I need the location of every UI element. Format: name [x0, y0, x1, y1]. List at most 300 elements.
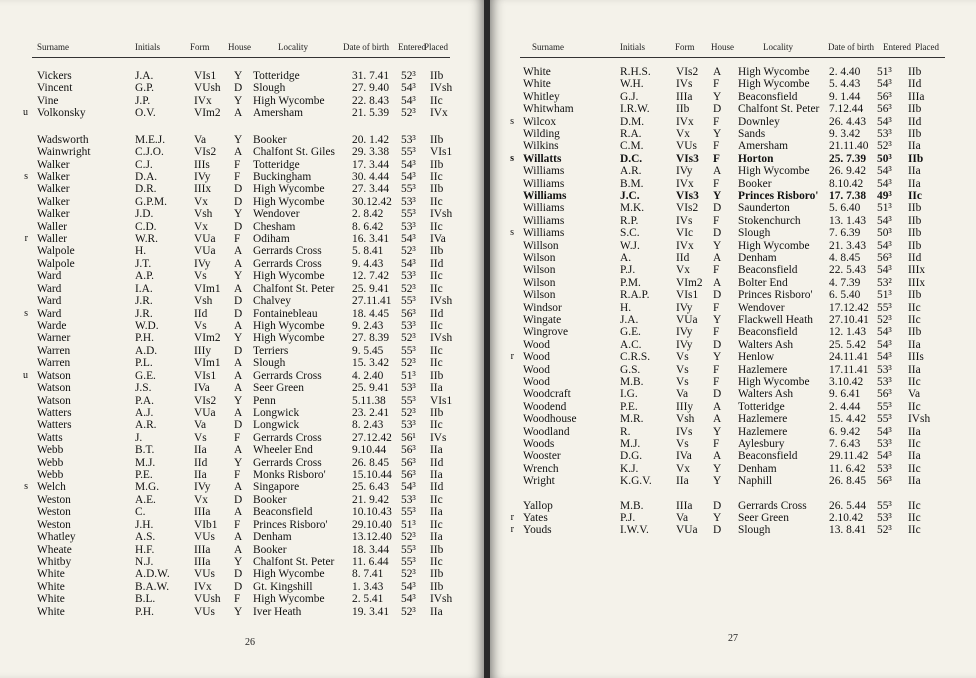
locality-cell: Slough: [253, 357, 286, 370]
placed-cell: IId: [430, 307, 444, 320]
table-row: [0, 183, 480, 195]
locality-cell: Booker: [253, 493, 287, 506]
initials-cell: R.P.: [620, 214, 639, 227]
locality-cell: High Wycombe: [253, 270, 325, 283]
house-cell: D: [713, 289, 722, 302]
form-cell: IVx: [676, 115, 694, 128]
placed-cell: IIc: [430, 94, 443, 107]
initials-cell: C.: [135, 506, 146, 519]
locality-cell: Amersham: [738, 140, 788, 153]
placed-cell: IIb: [430, 133, 444, 146]
house-cell: D: [713, 227, 722, 240]
house-cell: Y: [234, 133, 243, 146]
initials-cell: J.T.: [135, 257, 152, 270]
form-cell: Vx: [676, 128, 690, 140]
table-row: [490, 524, 970, 536]
prefix-cell: r: [510, 524, 514, 536]
locality-cell: Iver Heath: [253, 605, 302, 618]
locality-cell: Chalfont St. Giles: [253, 146, 335, 159]
initials-cell: D.A.: [135, 170, 158, 183]
header-rule: [520, 57, 945, 58]
table-row: [490, 376, 970, 388]
dob-cell: 18. 3.44: [352, 543, 390, 556]
surname-cell: Waller: [37, 233, 68, 246]
dob-cell: 26. 8.45: [352, 456, 390, 469]
dob-cell: 8. 6.42: [352, 220, 384, 233]
initials-cell: P.H.: [135, 605, 154, 618]
initials-cell: M.B.: [620, 499, 644, 512]
dob-cell: 27.12.42: [352, 431, 392, 444]
placed-cell: IIa: [908, 363, 921, 376]
placed-cell: IIc: [908, 400, 921, 413]
table-row: [490, 475, 970, 487]
entered-cell: 54³: [877, 450, 892, 463]
entered-cell: 53³: [401, 133, 416, 146]
table-row: [0, 233, 480, 245]
dob-cell: 21.11.40: [829, 140, 869, 153]
form-cell: VUs: [194, 568, 215, 581]
locality-cell: Denham: [738, 462, 777, 475]
entered-cell: 51³: [877, 66, 892, 78]
initials-cell: J.C.: [620, 190, 640, 202]
form-cell: VIs2: [194, 394, 217, 407]
locality-cell: Princes Risboro': [738, 190, 819, 202]
placed-cell: IIc: [430, 419, 443, 432]
surname-cell: Woodcraft: [523, 388, 571, 401]
surname-cell: Walker: [37, 208, 70, 221]
table-row: [0, 308, 480, 320]
table-row: [490, 178, 970, 190]
form-cell: VIs1: [194, 369, 217, 382]
table-row: [0, 531, 480, 543]
entered-cell: 56³: [877, 90, 892, 103]
entered-cell: 51³: [401, 518, 416, 531]
locality-cell: Walters Ash: [738, 338, 794, 351]
initials-cell: G.E.: [620, 326, 641, 339]
prefix-cell: s: [510, 152, 514, 164]
locality-cell: Beaconsfield: [738, 326, 798, 339]
placed-cell: IIa: [430, 531, 443, 544]
locality-cell: Henlow: [738, 351, 775, 364]
surname-cell: Ward: [37, 295, 62, 308]
initials-cell: B.M.: [620, 177, 644, 190]
surname-cell: Wood: [523, 338, 550, 351]
table-row: [490, 463, 970, 475]
placed-cell: IIb: [908, 227, 922, 240]
table-row: [490, 438, 970, 450]
surname-cell: Wilding: [523, 128, 560, 140]
locality-cell: Wendover: [253, 208, 300, 221]
entered-cell: 54³: [877, 425, 892, 438]
prefix-cell: s: [510, 115, 514, 127]
locality-cell: Seer Green: [738, 512, 789, 524]
initials-cell: B.T.: [135, 444, 155, 457]
locality-cell: High Wycombe: [253, 568, 325, 581]
table-row: [490, 401, 970, 413]
dob-cell: 10.10.43: [352, 506, 392, 519]
locality-cell: Princes Risboro': [738, 289, 813, 302]
house-cell: Y: [713, 425, 722, 438]
locality-cell: Wendover: [738, 301, 785, 314]
table-row: [490, 302, 970, 314]
initials-cell: J.A.: [620, 314, 639, 326]
table-row: [490, 512, 970, 524]
initials-cell: J.P.: [135, 94, 151, 107]
table-row: [490, 314, 970, 326]
initials-cell: C.J.: [135, 158, 153, 171]
surname-cell: Watts: [37, 431, 63, 444]
placed-cell: IIc: [430, 319, 443, 332]
entered-cell: 53³: [401, 270, 416, 283]
dob-cell: 8. 7.41: [352, 568, 384, 581]
locality-cell: Sands: [738, 128, 766, 140]
dob-cell: 29.10.40: [352, 518, 392, 531]
surname-cell: Wright: [523, 475, 555, 488]
house-cell: F: [234, 593, 241, 606]
column-header: Date of birth: [343, 42, 389, 52]
surname-cell: Watters: [37, 419, 72, 432]
locality-cell: Hazlemere: [738, 413, 788, 426]
surname-cell: Yallop: [523, 499, 553, 512]
dob-cell: 13. 8.41: [829, 524, 867, 537]
form-cell: Vs: [194, 319, 207, 332]
entered-cell: 54³: [877, 264, 892, 277]
house-cell: Y: [713, 512, 722, 524]
table-row: [0, 469, 480, 481]
initials-cell: I.W.V.: [620, 524, 649, 537]
placed-cell: IIa: [430, 506, 443, 519]
dob-cell: 22. 8.43: [352, 94, 390, 107]
form-cell: VIs3: [676, 152, 699, 165]
locality-cell: Longwick: [253, 406, 300, 419]
entered-cell: 55³: [401, 394, 416, 407]
locality-cell: Hazlemere: [738, 425, 788, 438]
placed-cell: IIa: [908, 450, 921, 463]
locality-cell: Chalfont St. Peter: [253, 555, 335, 568]
page-number-right: 27: [728, 633, 738, 644]
table-row: [0, 357, 480, 369]
initials-cell: H.: [135, 245, 147, 258]
initials-cell: D.G.: [620, 450, 643, 463]
locality-cell: Odiham: [253, 233, 290, 246]
surname-cell: Woods: [523, 438, 555, 450]
locality-cell: High Wycombe: [253, 332, 325, 345]
entered-cell: 50³: [877, 152, 892, 165]
initials-cell: H.: [620, 301, 632, 314]
entered-cell: 54³: [401, 82, 416, 95]
entered-cell: 55³: [877, 499, 892, 512]
locality-cell: Downley: [738, 115, 780, 128]
table-row: [0, 345, 480, 357]
entered-cell: 52³: [401, 568, 416, 581]
form-cell: VUs: [676, 140, 697, 153]
locality-cell: High Wycombe: [738, 66, 810, 78]
placed-cell: IIc: [430, 220, 443, 233]
column-header: Locality: [763, 42, 793, 52]
locality-cell: Terriers: [253, 344, 289, 357]
initials-cell: I.R.W.: [620, 103, 650, 116]
column-header: House: [228, 42, 251, 52]
house-cell: D: [234, 195, 243, 208]
table-row: [0, 320, 480, 332]
initials-cell: P.H.: [135, 332, 154, 345]
dob-cell: 8. 2.43: [352, 419, 384, 432]
placed-cell: IIc: [430, 170, 443, 183]
form-cell: IIa: [676, 475, 689, 488]
dob-cell: 1. 3.43: [352, 580, 384, 593]
initials-cell: B.L.: [135, 593, 156, 606]
placed-cell: IIb: [430, 369, 444, 382]
entered-cell: 56³: [877, 475, 892, 488]
surname-cell: Whitby: [37, 555, 72, 568]
placed-cell: IIa: [908, 140, 921, 153]
house-cell: F: [234, 170, 241, 183]
placed-cell: IIb: [430, 580, 444, 593]
entered-cell: 51³: [877, 289, 892, 302]
form-cell: Va: [676, 388, 689, 401]
prefix-cell: r: [510, 351, 514, 363]
form-cell: VUsh: [194, 82, 221, 95]
locality-cell: Monks Risboro': [253, 469, 326, 482]
placed-cell: IIc: [430, 518, 443, 531]
house-cell: A: [234, 319, 243, 332]
surname-cell: Wilcox: [523, 115, 557, 128]
dob-cell: 6. 9.42: [829, 425, 861, 438]
dob-cell: 12. 7.42: [352, 270, 390, 283]
placed-cell: IIb: [430, 543, 444, 556]
table-row: [0, 581, 480, 593]
initials-cell: G.S.: [620, 363, 641, 376]
initials-cell: G.P.: [135, 82, 154, 95]
form-cell: IIa: [194, 444, 207, 457]
house-cell: Y: [234, 394, 243, 407]
locality-cell: High Wycombe: [253, 183, 325, 196]
initials-cell: J.S.: [135, 382, 152, 395]
form-cell: VIs3: [676, 190, 699, 202]
initials-cell: N.J.: [135, 555, 154, 568]
locality-cell: Denham: [738, 252, 777, 264]
surname-cell: Vickers: [37, 70, 72, 82]
house-cell: Y: [234, 208, 243, 221]
placed-cell: IIc: [908, 512, 921, 524]
form-cell: Vs: [676, 363, 689, 376]
form-cell: IVy: [676, 326, 693, 339]
entered-cell: 54³: [401, 593, 416, 606]
placed-cell: IVsh: [430, 295, 453, 308]
initials-cell: P.J.: [620, 264, 636, 277]
placed-cell: IIc: [430, 282, 443, 295]
placed-cell: IIb: [908, 289, 922, 302]
table-row: [0, 270, 480, 282]
table-row: [0, 395, 480, 407]
table-row: [490, 91, 970, 103]
initials-cell: J.R.: [135, 295, 153, 308]
surname-cell: Williams: [523, 165, 565, 178]
initials-cell: A.S.: [135, 531, 156, 544]
surname-cell: Volkonsky: [37, 107, 86, 120]
dob-cell: 20. 1.42: [352, 133, 390, 146]
initials-cell: J.R.: [135, 307, 153, 320]
table-row: [490, 128, 970, 140]
initials-cell: G.P.M.: [135, 195, 167, 208]
entered-cell: 54³: [401, 94, 416, 107]
initials-cell: W.J.: [620, 239, 640, 252]
entered-cell: 54³: [877, 338, 892, 351]
form-cell: IIIa: [194, 506, 211, 519]
locality-cell: Chalfont St. Peter: [253, 282, 335, 295]
form-cell: Vs: [676, 438, 689, 450]
form-cell: Vs: [194, 431, 207, 444]
house-cell: F: [234, 233, 241, 246]
table-row: [490, 66, 970, 78]
surname-cell: Walpole: [37, 257, 75, 270]
placed-cell: IIb: [908, 66, 922, 78]
house-cell: F: [713, 152, 720, 165]
locality-cell: Aylesbury: [738, 438, 785, 450]
surname-cell: Webb: [37, 444, 64, 457]
locality-cell: High Wycombe: [253, 94, 325, 107]
locality-cell: Gt. Kingshill: [253, 580, 313, 593]
locality-cell: High Wycombe: [253, 195, 325, 208]
initials-cell: A.: [620, 252, 632, 264]
house-cell: A: [234, 146, 243, 159]
surname-cell: White: [37, 580, 65, 593]
table-row: [490, 116, 970, 128]
house-cell: A: [234, 245, 243, 258]
placed-cell: IIIa: [908, 90, 925, 103]
entered-cell: 53³: [877, 376, 892, 388]
placed-cell: IIc: [908, 462, 921, 475]
placed-cell: IIb: [430, 568, 444, 581]
surname-cell: Woodend: [523, 400, 567, 413]
dob-cell: 12. 1.43: [829, 326, 867, 339]
form-cell: VIs2: [194, 146, 217, 159]
form-cell: Vsh: [194, 208, 213, 221]
entered-cell: 54³: [401, 233, 416, 246]
initials-cell: P.M.: [620, 276, 641, 289]
placed-cell: IIa: [908, 475, 921, 488]
dob-cell: 26. 5.44: [829, 499, 867, 512]
initials-cell: W.D.: [135, 319, 159, 332]
surname-cell: Weston: [37, 518, 71, 531]
table-row: [490, 103, 970, 115]
house-cell: A: [234, 506, 243, 519]
house-cell: D: [234, 580, 243, 593]
entered-cell: 55³: [401, 208, 416, 221]
entered-cell: 54³: [401, 580, 416, 593]
house-cell: Y: [234, 332, 243, 345]
placed-cell: IIb: [430, 158, 444, 171]
column-header: Date of birth: [828, 42, 874, 52]
dob-cell: 27. 8.39: [352, 332, 390, 345]
table-row: [490, 351, 970, 363]
form-cell: VIs2: [676, 66, 699, 78]
form-cell: VIm2: [194, 107, 221, 120]
placed-cell: IIb: [430, 183, 444, 196]
initials-cell: M.R.: [620, 413, 644, 426]
house-cell: D: [234, 493, 243, 506]
entered-cell: 53³: [877, 128, 892, 140]
form-cell: IIa: [194, 469, 207, 482]
entered-cell: 53³: [401, 319, 416, 332]
dob-cell: 18. 4.45: [352, 307, 390, 320]
dob-cell: 31. 7.41: [352, 70, 390, 82]
surname-cell: Williams: [523, 227, 565, 240]
table-row: [0, 283, 480, 295]
dob-cell: 17.11.41: [829, 363, 869, 376]
dob-cell: 19. 3.41: [352, 605, 390, 618]
house-cell: A: [234, 382, 243, 395]
table-row: [490, 190, 970, 202]
initials-cell: C.D.: [135, 220, 157, 233]
placed-cell: IIc: [430, 270, 443, 283]
dob-cell: 9. 3.42: [829, 128, 861, 140]
house-cell: A: [234, 257, 243, 270]
house-cell: D: [234, 344, 243, 357]
surname-cell: Warner: [37, 332, 71, 345]
surname-cell: Wood: [523, 363, 550, 376]
house-cell: F: [713, 115, 720, 128]
form-cell: Vx: [194, 195, 208, 208]
placed-cell: IIc: [908, 499, 921, 512]
form-cell: VIc: [676, 227, 694, 240]
house-cell: D: [713, 499, 722, 512]
placed-cell: IId: [430, 481, 444, 494]
dob-cell: 13. 1.43: [829, 214, 867, 227]
locality-cell: Amersham: [253, 107, 303, 120]
surname-cell: Wheate: [37, 543, 72, 556]
placed-cell: IId: [430, 257, 444, 270]
table-row: [0, 196, 480, 208]
house-cell: Y: [713, 314, 722, 326]
table-row: [0, 146, 480, 158]
entered-cell: 53³: [401, 493, 416, 506]
house-cell: D: [713, 524, 722, 537]
house-cell: A: [234, 369, 243, 382]
house-cell: D: [234, 419, 243, 432]
entered-cell: 56³: [401, 456, 416, 469]
placed-cell: IIIx: [908, 276, 926, 289]
initials-cell: O.V.: [135, 107, 156, 120]
initials-cell: M.G.: [135, 481, 160, 494]
initials-cell: P.L.: [135, 357, 153, 370]
form-cell: IVs: [676, 78, 693, 91]
initials-cell: D.M.: [620, 115, 645, 128]
locality-cell: Chalvey: [253, 295, 291, 308]
table-row: [0, 245, 480, 257]
dob-cell: 15.10.44: [352, 469, 392, 482]
form-cell: IVa: [676, 450, 692, 463]
surname-cell: Vincent: [37, 82, 73, 95]
entered-cell: 56¹: [401, 431, 416, 444]
entered-cell: 49³: [877, 190, 892, 202]
initials-cell: J.: [135, 431, 143, 444]
house-cell: Y: [234, 605, 243, 618]
entered-cell: 56³: [877, 388, 892, 401]
form-cell: IId: [194, 456, 208, 469]
dob-cell: 9. 2.43: [352, 319, 384, 332]
dob-cell: 13.12.40: [352, 531, 392, 544]
locality-cell: Beaconsfield: [738, 90, 798, 103]
form-cell: Vx: [194, 493, 208, 506]
surname-cell: Yates: [523, 512, 548, 524]
house-cell: F: [713, 78, 720, 91]
initials-cell: R.A.: [620, 128, 642, 140]
dob-cell: 11. 6.42: [829, 462, 866, 475]
locality-cell: Saunderton: [738, 202, 790, 215]
table-row: [0, 606, 480, 618]
surname-cell: Wood: [523, 351, 550, 364]
